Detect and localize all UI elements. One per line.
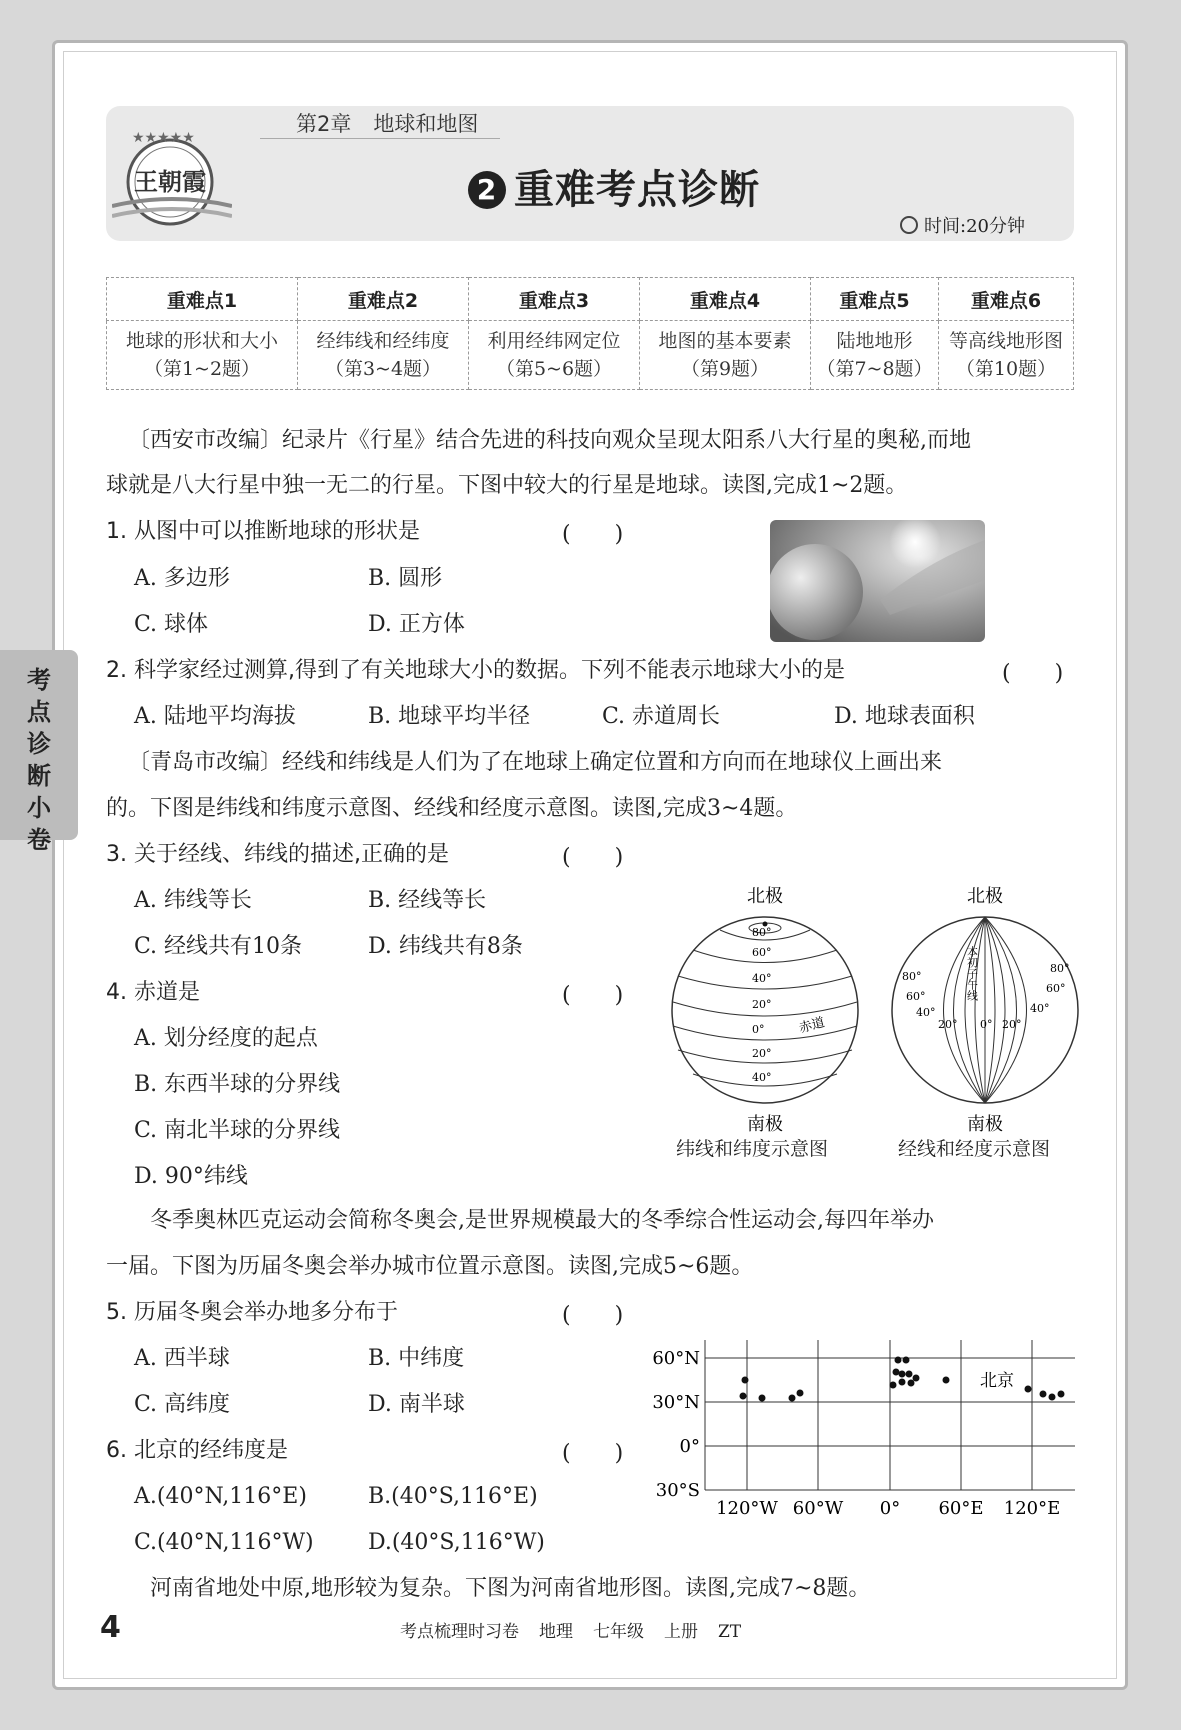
option[interactable]: C. 赤道周长 <box>602 704 721 729</box>
option[interactable]: C.(40°N,116°W) <box>134 1530 314 1555</box>
footer-item: ZT <box>718 1622 742 1642</box>
answer-blank[interactable]: ( ) <box>562 845 624 870</box>
option[interactable]: A. 陆地平均海拔 <box>134 704 296 729</box>
option[interactable]: B. 中纬度 <box>368 1346 465 1371</box>
svg-text:60°: 60° <box>1046 982 1066 995</box>
intro-paragraph: 一届。下图为历届冬奥会举办城市位置示意图。读图,完成5~6题。 <box>106 1254 754 1279</box>
intro-paragraph: 的。下图是纬线和纬度示意图、经线和经度示意图。读图,完成3~4题。 <box>106 796 798 821</box>
footer-item: 上册 <box>664 1622 698 1642</box>
key-point-topic: 地图的基本要素 <box>658 330 792 352</box>
svg-text:80°: 80° <box>902 970 922 983</box>
option[interactable]: A. 西半球 <box>134 1346 230 1371</box>
key-point-name: 重难点5 <box>811 278 939 321</box>
prime-meridian-label: 本初子午线 <box>965 946 979 1001</box>
option[interactable]: D. 纬线共有8条 <box>368 934 523 959</box>
key-point-cell <box>107 321 298 390</box>
option[interactable]: B. 经线等长 <box>368 888 487 913</box>
key-point-questions: （第1~2题） <box>143 358 261 380</box>
svg-text:120°W: 120°W <box>716 1498 778 1519</box>
svg-text:20°: 20° <box>938 1018 958 1031</box>
svg-text:30°N: 30°N <box>652 1392 700 1413</box>
page-title <box>468 158 760 215</box>
key-point-name: 重难点3 <box>469 278 640 321</box>
svg-text:20°: 20° <box>752 1047 772 1060</box>
figure-caption: 纬线和纬度示意图 <box>676 1138 829 1160</box>
equator-label: 赤道 <box>797 1015 827 1037</box>
north-pole-label: 北极 <box>967 886 1003 907</box>
footer-item: 考点梳理时习卷 <box>400 1622 519 1642</box>
svg-text:王朝霞: 王朝霞 <box>134 167 206 196</box>
time-label: 时间:20分钟 <box>924 216 1025 237</box>
question-stem: 2. 科学家经过测算,得到了有关地球大小的数据。下列不能表示地球大小的是 <box>106 658 845 683</box>
svg-text:★★★★★: ★★★★★ <box>132 130 195 146</box>
key-point-cell <box>811 321 939 390</box>
key-point-name: 重难点1 <box>107 278 298 321</box>
answer-blank[interactable]: ( ) <box>562 522 624 547</box>
planet-photo <box>770 520 985 642</box>
svg-text:60°N: 60°N <box>652 1348 700 1369</box>
key-point-topic: 地球的形状和大小 <box>125 330 278 352</box>
option[interactable]: C. 高纬度 <box>134 1392 231 1417</box>
svg-text:20°: 20° <box>752 998 772 1011</box>
time-limit <box>900 212 1025 238</box>
south-pole-label: 南极 <box>967 1114 1003 1135</box>
key-point-name: 重难点4 <box>640 278 811 321</box>
key-point-questions: （第3~4题） <box>324 358 442 380</box>
intro-paragraph: 球就是八大行星中独一无二的行星。下图中较大的行星是地球。读图,完成1~2题。 <box>106 473 908 498</box>
key-point-questions: （第5~6题） <box>495 358 613 380</box>
svg-text:60°: 60° <box>906 990 926 1003</box>
intro-paragraph: 〔青岛市改编〕经线和纬线是人们为了在地球上确定位置和方向而在地球仪上画出来 <box>128 750 943 775</box>
option[interactable]: B. 东西半球的分界线 <box>134 1072 341 1097</box>
svg-text:0°: 0° <box>980 1018 993 1031</box>
north-pole-label: 北极 <box>747 886 783 907</box>
question-stem: 4. 赤道是 <box>106 980 200 1005</box>
svg-text:80°: 80° <box>1050 962 1070 975</box>
svg-text:40°: 40° <box>752 1071 772 1084</box>
figure-caption: 经线和经度示意图 <box>898 1138 1051 1160</box>
option[interactable]: A. 划分经度的起点 <box>134 1026 318 1051</box>
key-point-topic: 利用经纬网定位 <box>487 330 621 352</box>
key-point-cell <box>298 321 469 390</box>
key-point-topic: 陆地地形 <box>836 330 913 352</box>
svg-text:40°: 40° <box>916 1006 936 1019</box>
option[interactable]: B. 地球平均半径 <box>368 704 531 729</box>
option[interactable]: B.(40°S,116°E) <box>368 1484 538 1509</box>
key-points-table <box>106 277 1074 390</box>
option[interactable]: D. 90°纬线 <box>134 1164 248 1189</box>
key-point-questions: （第7~8题） <box>816 358 933 380</box>
title-number-badge: 2 <box>468 171 506 209</box>
chapter-title: 地球和地图 <box>373 112 479 136</box>
option[interactable]: C. 球体 <box>134 612 209 637</box>
chapter-number: 第2章 <box>296 112 352 136</box>
logo <box>112 120 232 230</box>
chapter-heading <box>296 108 500 138</box>
svg-text:80°: 80° <box>752 926 772 939</box>
page-number: 4 <box>100 1610 121 1645</box>
option[interactable]: A.(40°N,116°E) <box>134 1484 307 1509</box>
svg-text:120°E: 120°E <box>1003 1498 1061 1519</box>
key-point-cell <box>469 321 640 390</box>
intro-paragraph: 河南省地处中原,地形较为复杂。下图为河南省地形图。读图,完成7~8题。 <box>150 1576 871 1601</box>
option[interactable]: D. 地球表面积 <box>834 704 975 729</box>
svg-text:60°: 60° <box>752 946 772 959</box>
clock-icon <box>900 216 918 234</box>
key-point-topic: 经纬线和经纬度 <box>316 330 450 352</box>
option[interactable]: D.(40°S,116°W) <box>368 1530 545 1555</box>
svg-text:40°: 40° <box>752 972 772 985</box>
option[interactable]: A. 纬线等长 <box>134 888 252 913</box>
key-point-cell <box>640 321 811 390</box>
answer-blank[interactable]: ( ) <box>562 983 624 1008</box>
svg-text:0°: 0° <box>679 1436 700 1457</box>
title-text: 重难考点诊断 <box>514 167 760 213</box>
answer-blank[interactable]: ( ) <box>562 1303 624 1328</box>
svg-text:20°: 20° <box>1002 1018 1022 1031</box>
svg-text:60°W: 60°W <box>792 1498 844 1519</box>
intro-paragraph: 冬季奥林匹克运动会简称冬奥会,是世界规模最大的冬季综合性运动会,每四年举办 <box>150 1208 934 1233</box>
key-point-questions: （第10题） <box>955 358 1057 380</box>
svg-text:30°S: 30°S <box>655 1480 700 1501</box>
key-point-questions: （第9题） <box>680 358 770 380</box>
svg-text:0°: 0° <box>879 1498 901 1519</box>
key-point-name: 重难点2 <box>298 278 469 321</box>
intro-paragraph: 〔西安市改编〕纪录片《行星》结合先进的科技向观众呈现太阳系八大行星的奥秘,而地 <box>128 428 971 453</box>
option[interactable]: B. 圆形 <box>368 566 443 591</box>
svg-text:60°E: 60°E <box>938 1498 984 1519</box>
side-tab <box>0 650 78 854</box>
question-stem: 3. 关于经线、纬线的描述,正确的是 <box>106 842 449 867</box>
svg-text:0°: 0° <box>752 1023 765 1036</box>
key-point-name: 重难点6 <box>939 278 1074 321</box>
latitude-globe-diagram <box>660 880 870 1140</box>
side-tab-label: 考点诊断小卷 <box>27 666 51 854</box>
question-stem: 1. 从图中可以推断地球的形状是 <box>106 519 420 544</box>
key-point-cell <box>939 321 1074 390</box>
option[interactable]: A. 多边形 <box>134 566 230 591</box>
beijing-label: 北京 <box>980 1371 1014 1391</box>
answer-blank[interactable]: ( ) <box>1002 661 1064 686</box>
option[interactable]: C. 南北半球的分界线 <box>134 1118 341 1143</box>
question-stem: 5. 历届冬奥会举办地多分布于 <box>106 1300 398 1325</box>
footer <box>400 1617 761 1642</box>
olympic-cities-map <box>650 1330 1080 1520</box>
option[interactable]: C. 经线共有10条 <box>134 934 303 959</box>
longitude-globe-diagram <box>880 880 1090 1140</box>
key-point-topic: 等高线地形图 <box>948 330 1063 352</box>
option[interactable]: D. 正方体 <box>368 612 465 637</box>
south-pole-label: 南极 <box>747 1114 783 1135</box>
question-stem: 6. 北京的经纬度是 <box>106 1438 288 1463</box>
svg-text:40°: 40° <box>1030 1002 1050 1015</box>
footer-item: 地理 <box>539 1622 573 1642</box>
answer-blank[interactable]: ( ) <box>562 1441 624 1466</box>
option[interactable]: D. 南半球 <box>368 1392 465 1417</box>
footer-item: 七年级 <box>593 1622 644 1642</box>
